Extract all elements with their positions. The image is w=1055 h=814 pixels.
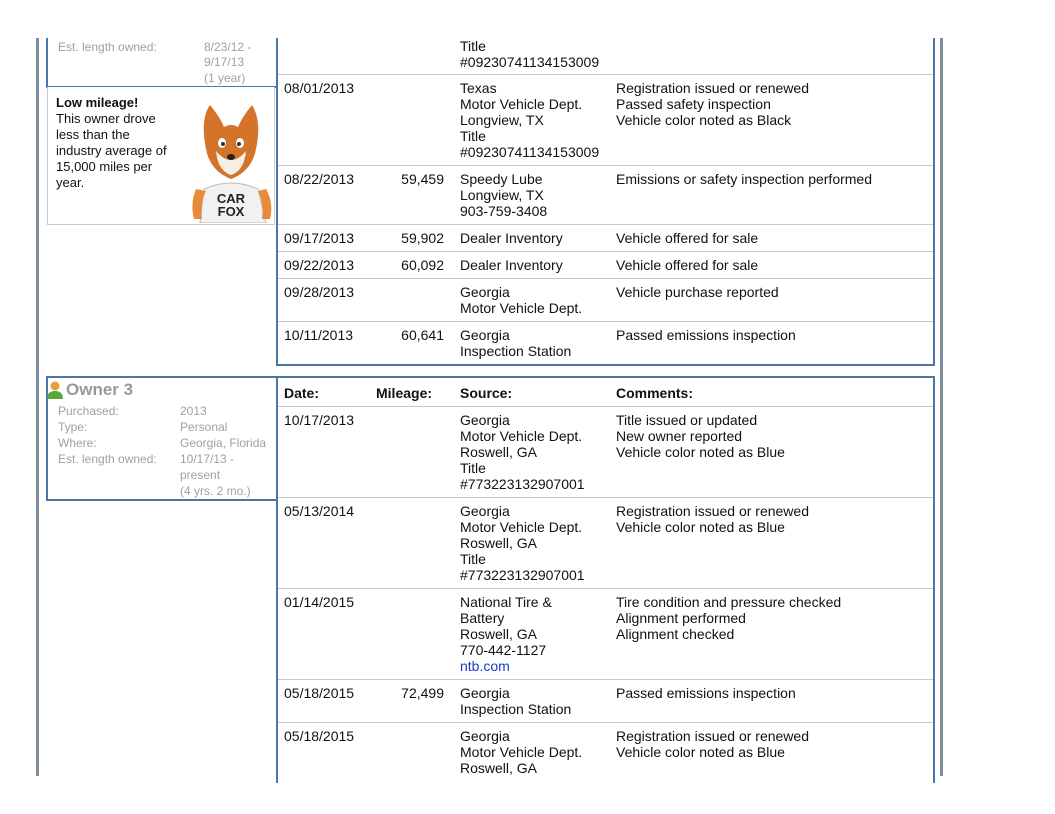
comment-line: Vehicle color noted as Black: [616, 112, 792, 128]
comment-line: Passed emissions inspection: [616, 327, 796, 343]
source-line: Georgia: [460, 685, 510, 701]
row-comments: [616, 257, 926, 273]
header-comments: Comments:: [616, 385, 694, 401]
source-line: Roswell, GA: [460, 626, 538, 642]
length-label: Est. length owned:: [58, 40, 157, 54]
outer-frame-right: [940, 38, 943, 776]
length-label: Est. length owned:: [58, 452, 157, 466]
row-source: [460, 230, 610, 246]
source-line: Motor Vehicle Dept.: [460, 300, 583, 316]
source-line: Battery: [460, 610, 505, 626]
row-mileage: 72,499: [401, 685, 444, 701]
owner2-history-table: [276, 38, 935, 366]
table-header-row: [278, 378, 933, 407]
comment-line: Vehicle purchase reported: [616, 284, 779, 300]
row-mileage: 60,641: [401, 327, 444, 343]
table-row: [278, 279, 933, 322]
source-line: Georgia: [460, 503, 510, 519]
row-mileage: 59,902: [401, 230, 444, 246]
source-line: #773223132907001: [460, 476, 585, 492]
low-mileage-title: Low mileage!: [56, 95, 139, 110]
source-line: Title: [460, 38, 486, 54]
source-line: 770-442-1127: [460, 642, 547, 658]
owner3-history-table: [276, 376, 935, 783]
source-line: Texas: [460, 80, 497, 96]
where-label: Where:: [58, 436, 97, 450]
length-line-1: 8/23/12 -: [204, 40, 252, 54]
comment-line: Tire condition and pressure checked: [616, 594, 842, 610]
fox-shirt-text-1: CAR: [216, 191, 246, 206]
row-date: 05/13/2014: [284, 503, 355, 519]
row-source: [460, 327, 610, 359]
row-source: [460, 412, 610, 492]
row-source: [460, 728, 610, 776]
fox-shirt-text-2: FOX: [217, 204, 245, 219]
type-label: Type:: [58, 420, 88, 434]
header-date: Date:: [284, 385, 320, 401]
row-source: [460, 80, 610, 160]
source-line: Title: [460, 460, 486, 476]
row-source: [460, 257, 610, 273]
source-line: Roswell, GA: [460, 535, 538, 551]
comment-line: New owner reported: [616, 428, 743, 444]
comment-line: Registration issued or renewed: [616, 503, 809, 519]
comment-line: Passed safety inspection: [616, 96, 771, 112]
comment-line: Registration issued or renewed: [616, 728, 809, 744]
row-source: [460, 38, 610, 70]
row-date: 09/22/2013: [284, 257, 355, 273]
length-line-2: present: [180, 468, 221, 482]
row-comments: [616, 412, 926, 460]
comment-line: Emissions or safety inspection performed: [616, 171, 872, 187]
row-source: [460, 503, 610, 583]
row-date: 01/14/2015: [284, 594, 355, 610]
row-comments: [616, 327, 926, 343]
source-line: Georgia: [460, 412, 510, 428]
row-date: 05/18/2015: [284, 685, 355, 701]
source-line: Roswell, GA: [460, 444, 538, 460]
length-line-1: 10/17/13 -: [180, 452, 235, 466]
row-date: 10/11/2013: [284, 327, 354, 343]
comment-line: Vehicle offered for sale: [616, 230, 759, 246]
source-line: Georgia: [460, 728, 510, 744]
length-line-3: (4 yrs. 2 mo.): [180, 484, 251, 498]
purchased-label: Purchased:: [58, 404, 119, 418]
source-line: Inspection Station: [460, 701, 572, 717]
table-row: [278, 75, 933, 166]
table-row: [278, 166, 933, 225]
low-mileage-box: [47, 87, 275, 225]
row-mileage: 59,459: [401, 171, 444, 187]
source-line: Longview, TX: [460, 187, 544, 203]
row-comments: [616, 284, 926, 300]
row-date: 09/17/2013: [284, 230, 355, 246]
source-line: Title: [460, 551, 486, 567]
row-comments: [616, 171, 926, 187]
comment-line: Registration issued or renewed: [616, 80, 809, 96]
row-mileage: 60,092: [401, 257, 444, 273]
row-source: [460, 594, 610, 674]
row-date: 10/17/2013: [284, 412, 355, 428]
table-row: [278, 407, 933, 498]
owner3-title: Owner 3: [66, 380, 134, 399]
source-line: Motor Vehicle Dept.: [460, 519, 583, 535]
row-date: 05/18/2015: [284, 728, 355, 744]
row-comments: [616, 685, 926, 701]
person-icon: [47, 381, 63, 399]
comment-line: Title issued or updated: [616, 412, 758, 428]
row-date: 08/01/2013: [284, 80, 355, 96]
source-line: #09230741134153009: [460, 54, 600, 70]
owner2-info-box: [46, 38, 278, 88]
source-line: 903-759-3408: [460, 203, 548, 219]
source-line: Speedy Lube: [460, 171, 543, 187]
header-mileage: Mileage:: [376, 385, 433, 401]
source-line: Dealer Inventory: [460, 257, 563, 273]
table-row: [278, 322, 933, 364]
source-line: #09230741134153009: [460, 144, 600, 160]
comment-line: Vehicle offered for sale: [616, 257, 759, 273]
row-comments: [616, 728, 926, 760]
table-row: [278, 723, 933, 783]
row-date: 09/28/2013: [284, 284, 355, 300]
low-mileage-text: [56, 95, 176, 191]
source-line: National Tire &: [460, 594, 552, 610]
row-source: [460, 171, 610, 219]
header-source: Source:: [460, 385, 513, 401]
source-line: Title: [460, 128, 486, 144]
source-line: Georgia: [460, 327, 510, 343]
length-line-2: 9/17/13: [204, 55, 245, 69]
source-line: Longview, TX: [460, 112, 544, 128]
row-comments: [616, 230, 926, 246]
table-row: [278, 38, 933, 75]
length-line-3: (1 year): [204, 71, 246, 85]
type-value: Personal: [180, 420, 228, 434]
carfox-mascot-icon: [186, 99, 276, 223]
table-row: [278, 680, 933, 723]
source-line: Motor Vehicle Dept.: [460, 428, 583, 444]
comment-line: Vehicle color noted as Blue: [616, 744, 785, 760]
row-source: [460, 685, 610, 717]
table-row: [278, 498, 933, 589]
comment-line: Alignment performed: [616, 610, 746, 626]
comment-line: Passed emissions inspection: [616, 685, 796, 701]
source-line: Dealer Inventory: [460, 230, 563, 246]
table-row: [278, 225, 933, 252]
source-line: Roswell, GA: [460, 760, 538, 776]
comment-line: Alignment checked: [616, 626, 735, 642]
low-mileage-description: This owner drove less than the industry average of 15,000 miles per year.: [56, 111, 167, 190]
table-row: [278, 589, 933, 680]
source-link[interactable]: ntb.com: [460, 658, 510, 674]
comment-line: Vehicle color noted as Blue: [616, 444, 785, 460]
where-value: Georgia, Florida: [180, 436, 267, 450]
row-comments: [616, 503, 926, 535]
row-comments: [616, 594, 926, 642]
source-line: Motor Vehicle Dept.: [460, 96, 583, 112]
outer-frame-left: [36, 38, 39, 776]
row-date: 08/22/2013: [284, 171, 355, 187]
row-comments: [616, 80, 926, 128]
source-line: Georgia: [460, 284, 510, 300]
table-row: [278, 252, 933, 279]
row-source: [460, 284, 610, 316]
source-line: #773223132907001: [460, 567, 585, 583]
source-line: Inspection Station: [460, 343, 572, 359]
source-line: Motor Vehicle Dept.: [460, 744, 583, 760]
owner3-info-box: [46, 376, 278, 501]
comment-line: Vehicle color noted as Blue: [616, 519, 785, 535]
purchased-value: 2013: [180, 404, 207, 418]
